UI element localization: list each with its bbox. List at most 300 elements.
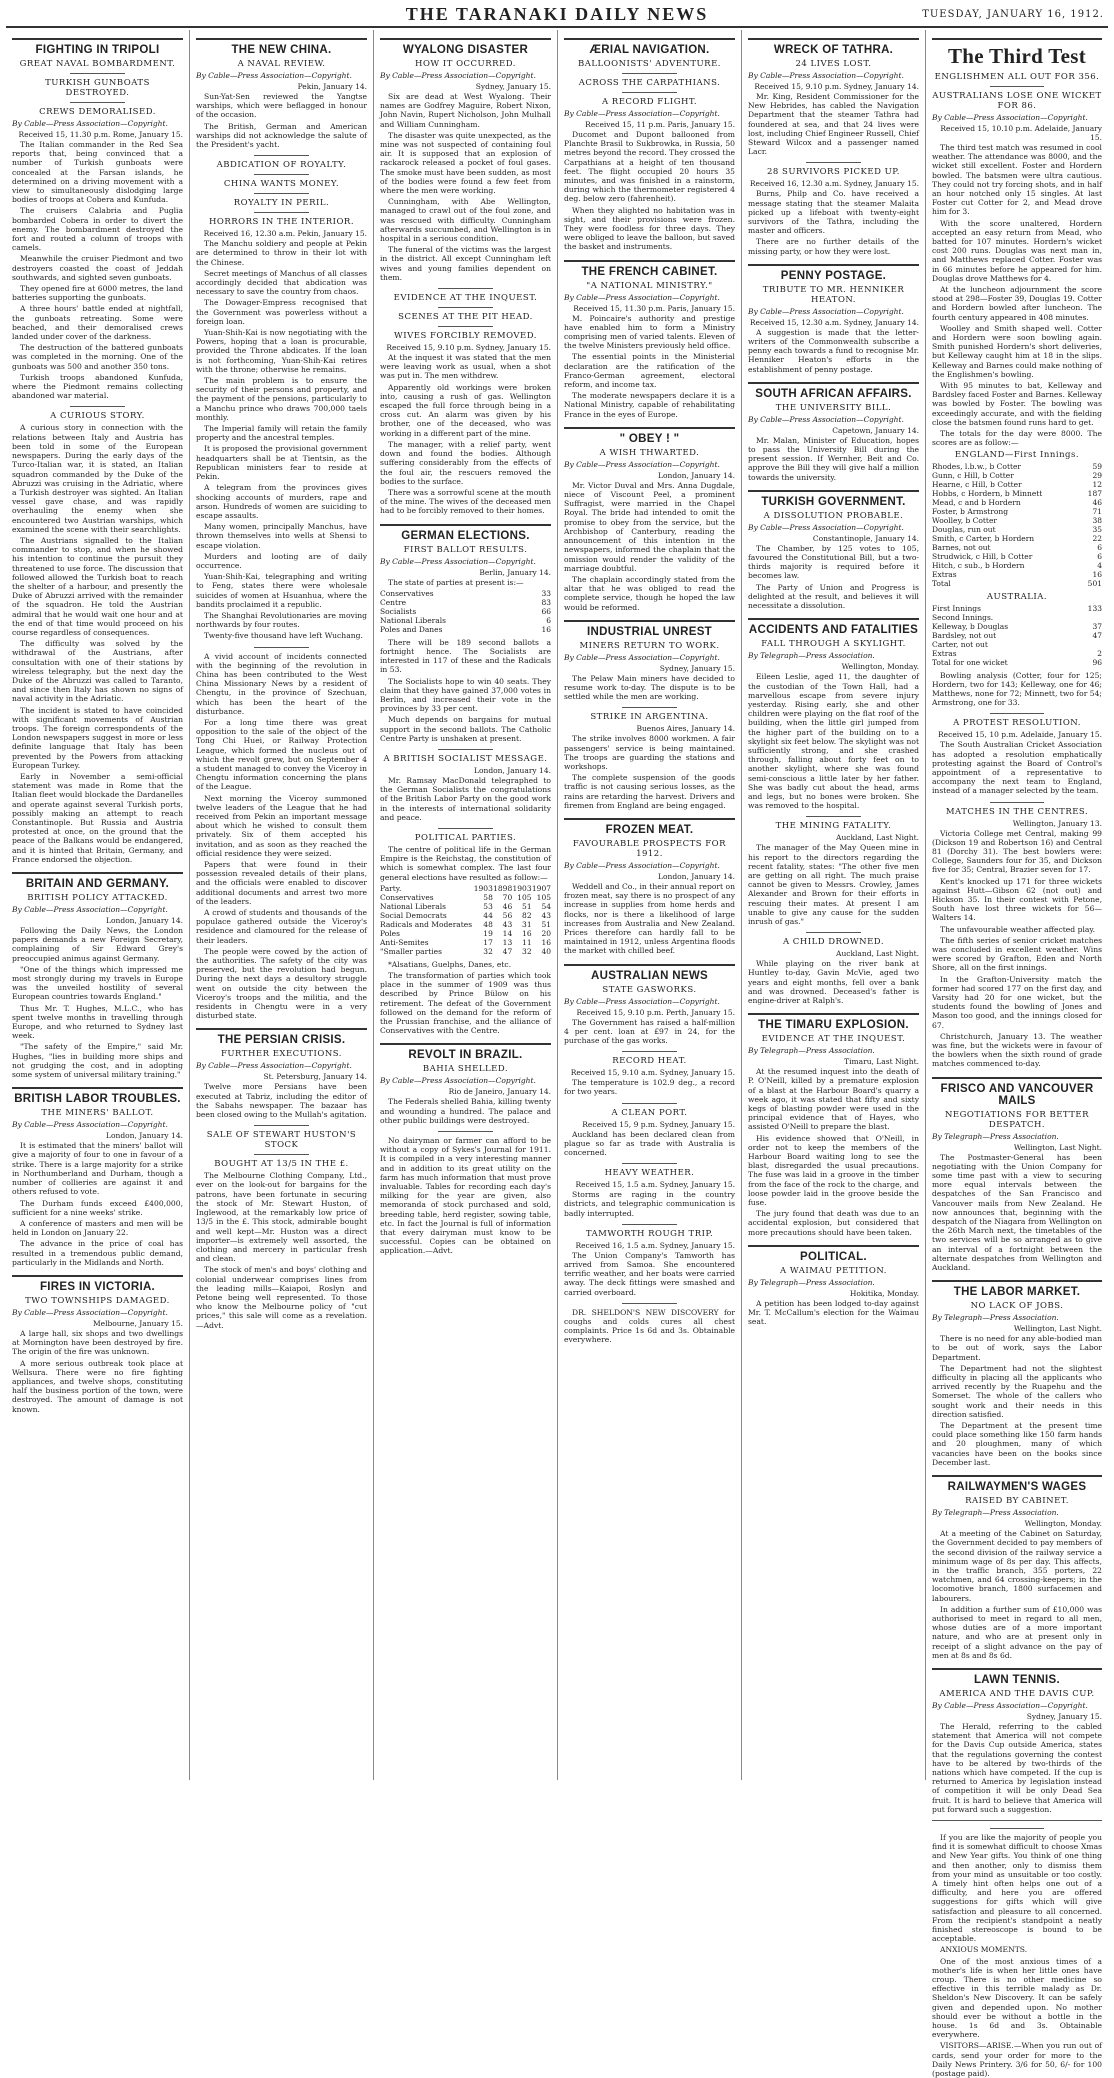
table-cell: 22 xyxy=(1092,533,1102,543)
article xyxy=(380,749,551,822)
byline: By Cable—Press Association—Copyright. xyxy=(748,522,904,532)
divider xyxy=(254,1125,309,1126)
article xyxy=(932,1475,1102,1660)
dateline: Wellington, Monday. xyxy=(1024,1519,1102,1529)
table-cell: 71 xyxy=(1092,506,1102,516)
column-rule xyxy=(748,38,919,40)
byline: By Telegraph—Press Association. xyxy=(748,1046,875,1056)
dateline: Melbourne, January 15. xyxy=(92,1318,183,1328)
divider xyxy=(438,326,493,327)
table-cell: Hobbs, c Hordern, b Minnett xyxy=(932,488,1043,498)
divider xyxy=(622,707,677,708)
paragraph: Ducomet and Dupont ballooned from Planchte Brasil to Sukbrowka, in Russia, 50 metres beyond the record. They crossed the Carpathians at a height of ten thousand feet. The flight occupied 20 hours 35 minutes, and was finished in a rainstorm, during which the thermometer registered 4 deg. below zero (fahrenheit). xyxy=(564,130,735,204)
article-headline: FROZEN MEAT. xyxy=(605,823,694,836)
article xyxy=(748,38,919,156)
column-rule xyxy=(380,38,551,40)
paragraph: The Manchu soldiery and people at Pekin are determined to throw in their lot with the Chinese. xyxy=(196,239,367,267)
table-cell: Gunn, c Hill, b Cotter xyxy=(932,470,1014,480)
paragraph: For a long time there was great opposition to the sale of the object of the Tong Chi Huei, or Railway Protection League, which formed the nucleus out of which the revolt grew, but on September 4 a student managed to convey the Viceroy in Chengtu information concerning the plans of the League. xyxy=(196,717,367,792)
table-cell: 1903 xyxy=(473,883,493,893)
paragraph: The South Australian Cricket Association has adopted a resolution emphatically protesting against the Board of Control's appointment of a representative to accompany the next team to England, instead of a manager selected by the team. xyxy=(932,740,1102,796)
table-heading: AUSTRALIA. xyxy=(986,591,1048,602)
dateline: Received 15, 9.10 p.m. Perth, January 15. xyxy=(576,1007,735,1017)
column-rule xyxy=(564,38,735,40)
dateline: Received 15, 11.30 p.m. Paris, January 15. xyxy=(573,303,735,313)
table-cell: 1898 xyxy=(493,883,513,893)
paragraph: DR. SHELDON'S NEW DISCOVERY for coughs and colds cures all chest complaints. Price 1s 6d and 3s. Obtainable everywhere. xyxy=(564,1307,735,1345)
article-subheading: GREAT NAVAL BOMBARDMENT. xyxy=(19,59,176,69)
table-cell: 51 xyxy=(522,901,532,911)
table-row xyxy=(932,498,1102,507)
article xyxy=(12,872,183,1079)
table-cell: 47 xyxy=(502,946,513,956)
article xyxy=(564,38,735,252)
article-subheading: POLITICAL PARTIES. xyxy=(414,832,517,843)
article-headline: WYALONG DISASTER xyxy=(402,44,529,56)
paragraph: Next morning the Viceroy summoned twelve leaders of the League that he had received from Pekin an important message about which he wished to consult them privately. Six of them accepted his invitation, and as soon as they reached the official residence they were seized. xyxy=(196,793,367,858)
byline: By Cable—Press Association—Copyright. xyxy=(12,1120,168,1130)
paragraph: The strike involves 8000 workmen. A fair passengers' service is being maintained. The troops are guarding the stations and workshops. xyxy=(564,734,735,771)
byline: By Cable—Press Association—Copyright. xyxy=(564,652,720,662)
dateline: Received 16, 12.30 a.m. Sydney, January 15. xyxy=(749,179,919,189)
paragraph: Sun-Yat-Sen reviewed the Yangtse warships, which were beflagged in honour of the occasion. xyxy=(196,92,367,120)
column-4 xyxy=(558,30,742,1780)
column-rule xyxy=(564,427,735,429)
paragraph: At the luncheon adjournment the score stood at 298—Foster 39, Douglas 19. Cotter and Hordern bowled after luncheon. The fourth century appeared in 408 minutes. xyxy=(932,285,1102,322)
divider xyxy=(438,307,493,308)
paragraph: Mr. Malan, Minister of Education, hopes to pass the University Bill during the present session. If Wernher, Beit and Co. approve the Bill they will give half a million towards the university. xyxy=(748,435,919,482)
paragraph: The British, German and American warships did not acknowledge the salute of the President's yacht. xyxy=(196,121,367,150)
dateline: Received 16, 1.5 a.m. Sydney, January 15. xyxy=(575,1240,735,1250)
table-cell: 13 xyxy=(502,937,513,947)
column-rule xyxy=(564,964,735,966)
table-row xyxy=(380,598,551,607)
article-subheading: STRIKE IN ARGENTINA. xyxy=(590,712,709,723)
byline: By Cable—Press Association—Copyright. xyxy=(564,860,720,870)
article-headline: PENNY POSTAGE. xyxy=(780,269,887,282)
paragraph: Victoria College met Central, making 99 (Dickson 19 and Robertson 16) and Central 81 (Dorchy 31). The best bowlers were: College, Saunders four for 35, and Dickson five for 35; Central, Brazier seven for 17. xyxy=(932,828,1102,875)
article-headline: " OBEY ! " xyxy=(619,432,680,445)
divider xyxy=(254,1154,309,1155)
table-cell: Extras xyxy=(932,569,957,579)
article-subheading: RAISED BY CABINET. xyxy=(965,1496,1069,1507)
column-rule xyxy=(932,1077,1102,1079)
article-subheading: NEGOTIATIONS FOR BETTER DESPATCH. xyxy=(944,1109,1090,1130)
divider xyxy=(990,86,1044,87)
table-cell: Poles and Danes xyxy=(380,624,443,634)
article xyxy=(380,828,551,1035)
divider xyxy=(438,828,493,829)
paragraph: There will be 189 second ballots a fortnight hence. The Socialists are interested in 117 of these and the Radicals in 53. xyxy=(380,637,551,675)
article-subheading: FIRST BALLOT RESULTS. xyxy=(403,544,528,555)
column-rule xyxy=(12,1275,183,1277)
article xyxy=(932,1077,1102,1273)
paragraph: Secret meetings of Manchus of all classes accordingly decided that abdication was necessary to save the country from chaos. xyxy=(196,268,367,297)
paragraph: Auckland has been declared clean from plague so far as trade with Australia is concerned. xyxy=(564,1129,735,1157)
table-cell: Strudwick, c Hill, b Cotter xyxy=(932,551,1033,561)
column-rule xyxy=(748,618,919,620)
divider xyxy=(70,406,125,407)
data-table xyxy=(932,604,1102,667)
article-subheading: WIVES FORCIBLY REMOVED. xyxy=(394,331,537,342)
article-subheading: ROYALTY IN PERIL. xyxy=(233,198,330,209)
byline: By Telegraph—Press Association. xyxy=(932,1508,1059,1518)
article-subheading: TURKISH GUNBOATS DESTROYED. xyxy=(45,78,150,98)
dateline: Received 15, 9 p.m. Sydney, January 15. xyxy=(582,1119,735,1129)
paragraph: The Chamber, by 125 votes to 105, favoured the Constitutional Bill, but a two-thirds majority is required before it becomes law. xyxy=(748,543,919,581)
article xyxy=(748,490,919,610)
paragraph: A conference of masters and men will be held in London on January 22. xyxy=(12,1218,183,1238)
data-table xyxy=(380,884,551,956)
paragraph: Eileen Leslie, aged 11, the daughter of the custodian of the Town Hall, had a marvellous escape from severe injury yesterday. Rising early, she and other children were playing on the flat roof of the building, when the little girl jumped from the higher part of the building on to a skylight six feet below. The skylight was not sufficiently strong, and she crashed through, falling about forty feet on to another skylight, where she was found semi-conscious a little later by her father. She was badly cut about the head, arms and legs, but no bones were broken. She was removed to the hospital. xyxy=(748,672,919,811)
divider xyxy=(622,73,677,74)
byline: By Cable—Press Association—Copyright. xyxy=(380,71,536,80)
table-row xyxy=(932,552,1102,561)
article-headline: THE FRENCH CABINET. xyxy=(581,265,718,278)
article xyxy=(380,1043,551,1125)
paragraph: Meanwhile the cruiser Piedmont and two destroyers coasted the coast of Jeddah southwards, and sighted seven gunboats. xyxy=(12,254,183,282)
article-headline: INDUSTRIAL UNREST xyxy=(586,625,712,638)
table-cell: 14 xyxy=(502,928,513,938)
table-cell: 17 xyxy=(483,937,493,947)
paragraph: The manager of the May Queen mine in his report to the directors regarding the recent fatality, states: "The other five men are getting on all right. The much praise cannot be given to Messrs. Crowley, James Alexander and Brown for their efforts in rescuing their mates. At present I am unable to give any cause for the sudden inrush of gas." xyxy=(748,843,919,926)
table-cell: 82 xyxy=(522,910,532,920)
table-row xyxy=(932,640,1102,649)
paragraph: It is estimated that the miners' ballot will give a majority of four to one in favour of a strike. There is a large majority for a strike in Northumberland and Durham, though a number of collieries are against it and others refused to vote. xyxy=(12,1141,183,1197)
table-cell: 48 xyxy=(483,919,493,929)
paragraph: The disaster was quite unexpected, as the mine was not suspected of containing foul air. It is supposed that an explosion of rackarock released a pocket of foul gases. The smoke must have been sudden, as most of the bodies were found a few feet from where the men were working. xyxy=(380,130,551,196)
dateline: Received 15, 10.10 p.m. Adelaide, January 15. xyxy=(940,124,1102,142)
article xyxy=(932,1820,1102,2078)
paragraph: If you are like the majority of people you find it is somewhat difficult to choose Xmas and New Year gifts. You think of one thing and then another, only to dismiss them from your mind as unsuitable or too costly. A timely hint often helps one out of a difficulty, and here you are offered suggestions for gifts which will give satisfaction and pleasure to all concerned. From the recipient's standpoint a neatly finished stereoscope is bound to be acceptable. xyxy=(932,1832,1102,1944)
article xyxy=(564,1303,735,1345)
article-headline: AUSTRALIAN NEWS xyxy=(591,969,708,982)
article-subheading: A DISSOLUTION PROBABLE. xyxy=(763,510,904,521)
article xyxy=(748,264,919,374)
dateline: Sydney, January 15. xyxy=(1026,1711,1102,1721)
article xyxy=(12,1275,183,1414)
table-row xyxy=(932,489,1102,498)
paragraph: His evidence showed that O'Neill, in order not to keep the members of the Harbour Board waiting long to see the blast, disregarded the usual precautions. The fuse was laid in a groove in the timber from the face of the rock to the charge, and loose powder laid in the groove beside the fuse. xyxy=(748,1133,919,1208)
article-subheading: HORRORS IN THE INTERIOR. xyxy=(208,217,355,228)
paragraph: The Durham funds exceed £400,000, sufficient for a nine weeks' strike. xyxy=(12,1198,183,1217)
paragraph: Mr. King, Resident Commissioner for the New Hebrides, has cabled the Navigation Department that the steamer Tathra had foundered at sea, and that 24 lives were lost, including Chief Engineer Russell, Chief Steward Wilcox and a passenger named Lacr. xyxy=(748,92,919,157)
paragraph: Much depends on bargains for mutual support in the second ballots. The Catholic Centre Party is unshaken at present. xyxy=(380,715,551,743)
table-row xyxy=(932,631,1102,640)
paragraph: The cruisers Calabria and Puglia bombarded Cobera in order to divert the enemy. The bombardment destroyed the fort and routed a column of troops with camels. xyxy=(12,206,183,253)
article-subheading: BOUGHT AT 13/5 IN THE £. xyxy=(214,1159,349,1170)
byline: By Cable—Press Association—Copyright. xyxy=(12,119,168,128)
table-cell: 29 xyxy=(1092,470,1102,480)
column-rule xyxy=(564,260,735,262)
divider xyxy=(438,749,493,750)
table-cell: 2 xyxy=(1097,648,1102,658)
divider xyxy=(806,932,861,933)
dateline: Sydney, January 15. xyxy=(659,663,735,673)
paragraph: Early in November a semi-official statement was made in Rome that the Italian fleet would blockade the Dardanelles and operate against several Turkish ports, possibly making an attempt to reach Constantinople. But Russia and Austria protested at once, on the ground that the peace of the Balkans would be endangered, and it is hinted that Britain, Germany, and France endorsed the objection. xyxy=(12,772,183,864)
dateline: Wellington, Last Night. xyxy=(1013,1324,1102,1334)
article xyxy=(196,1028,367,1119)
table-cell: 96 xyxy=(1092,657,1102,667)
paragraph: Woolley and Smith shaped well. Cotter and Hordern were soon bowling again. Smith punished Hordern's short deliveries, but Kelleway caught him at 18 in the slips. Kelleway and Barnes could make nothing of the Englishmen's bowling. xyxy=(932,323,1102,379)
paragraph: Storms are raging in the country districts, and telegraphic communication is badly interrupted. xyxy=(564,1190,735,1218)
paragraph: The third test match was resumed in cool weather. The attendance was 8000, and the wicket still excellent. Foster and Hordern bowled. The batsmen were ultra cautious. They could not try forcing shots, and in half an hour notched only 15 singles. At last Foster cut Cotter for 2, and Mead drove him for 3. xyxy=(932,143,1102,217)
table-row xyxy=(932,480,1102,489)
table-cell: Social Democrats xyxy=(380,910,447,920)
column-rule xyxy=(564,620,735,622)
table-cell: Smith, c Carter, b Hordern xyxy=(932,533,1035,543)
table-cell: 133 xyxy=(1087,603,1102,613)
article-headline: RAILWAYMEN'S WAGES xyxy=(947,1481,1087,1494)
article-headline: REVOLT IN BRAZIL. xyxy=(408,1049,523,1062)
paragraph: The Pelaw Main miners have decided to resume work to-day. The dispute is to be settled while the men are working. xyxy=(564,673,735,702)
paragraph: M. Poincaire's authority and prestige have enabled him to form a Ministry comprising men of varied talents. Eleven of the twelve Ministers previously held office. xyxy=(564,313,735,351)
paragraph: Bowling analysis (Cotter, four for 125; Hordern, two for 143; Kelleway, one for 46; Matthews, none for 72; Minnett, two for 54; Armstrong, one for 33. xyxy=(932,670,1102,708)
article xyxy=(748,1013,919,1237)
byline: By Cable—Press Association—Copyright. xyxy=(748,306,904,316)
table-cell: 1907 xyxy=(531,883,551,893)
paragraph: The moderate newspapers declare it is a National Ministry, capable of rehabilitating France in the eyes of Europe. xyxy=(564,391,735,419)
dateline: London, January 14. xyxy=(106,916,183,926)
paragraph: Kent's knocked up 171 for three wickets against Hutt—Gibson 62 (not out) and Hickson 35. In their contest with Petone, South have lost three wickets for 56—Walters 14. xyxy=(932,876,1102,923)
article-subheading: CREWS DEMORALISED. xyxy=(39,107,156,117)
paragraph: The Imperial family will retain the family property and the ancestral temples. xyxy=(196,424,367,443)
paragraph: Papers that were found in their possession revealed details of their plans, and the officials were enabled to discover additional documents and arrest two more of the leaders. xyxy=(196,860,367,906)
article-headline: BRITAIN AND GERMANY. xyxy=(25,878,170,891)
article xyxy=(564,1163,735,1218)
table-cell: 51 xyxy=(541,919,551,929)
paragraph: A large hall, six shops and two dwellings at Mornington have been destroyed by fire. The origin of the fire was unknown. xyxy=(12,1328,183,1357)
divider xyxy=(990,713,1044,714)
paragraph: Many women, principally Manchus, have thrown themselves into wells at Shensi to escape violation. xyxy=(196,522,367,550)
paragraph: The temperature is 102.9 deg., a record for two years. xyxy=(564,1078,735,1097)
article-headline: POLITICAL. xyxy=(800,1250,867,1263)
column-rule xyxy=(196,38,367,40)
table-cell: 35 xyxy=(1092,524,1102,534)
paragraph: The essential points in the Ministerial declaration are the ratification of the Franco-German agreement, electoral reform, and income tax. xyxy=(564,352,735,390)
paragraph: Cunningham, with Abe Wellington, managed to crawl out of the foul zone, and was rescued with difficulty. Cunningham afterwards succumbed, and Wellington is in hospital in a serious condition. xyxy=(380,197,551,244)
paragraph: One of the most anxious times of a mother's life is when her little ones have croup. There is no other medicine so effective in this terrible malady as Dr. Sheldon's New Discovery. It can be safely given and depended upon. No mother should ever be without a bottle in the house. 1s 6d and 3s. Obtainable everywhere. xyxy=(932,1956,1102,2040)
article xyxy=(564,964,735,1046)
article xyxy=(196,1125,367,1329)
dateline: Auckland, Last Night. xyxy=(836,949,919,959)
paragraph: The main problem is to ensure the security of their persons and property, and the payment of the pensions, particularly to a Manchu prince who draws 700,000 taels monthly. xyxy=(196,376,367,422)
paragraph: The Party of Union and Progress is delighted at the result, and believes it will necessitate a dissolution. xyxy=(748,582,919,611)
divider xyxy=(622,1224,677,1225)
table-cell: 40 xyxy=(541,946,551,956)
table-row xyxy=(932,649,1102,658)
table-cell: 20 xyxy=(541,928,551,938)
table-row xyxy=(380,938,551,947)
dateline: Received 15, 1.5 a.m. Sydney, January 15. xyxy=(575,1180,735,1190)
column-rule xyxy=(748,1013,919,1015)
dateline: Wellington, January 13. xyxy=(1012,818,1102,828)
table-cell: 16 xyxy=(522,928,532,938)
table-cell: Centre xyxy=(380,597,407,607)
divider xyxy=(254,193,309,194)
article xyxy=(932,1668,1102,1814)
article-subheading: 28 SURVIVORS PICKED UP. xyxy=(767,167,900,178)
paragraph: With the score unaltered, Hordern accepted an easy return from Mead, who batted for 107 minutes. Hordern's wicket cost 200 runs. Douglas was next man in, and Matthews replaced Cotter. Foster was in 66 minutes before he appeared for him. Douglas drove Matthews for 4. xyxy=(932,218,1102,283)
table-cell: "Smaller parties xyxy=(380,946,442,956)
article-headline: TURKISH GOVERNMENT. xyxy=(761,495,906,508)
dateline: Berlin, January 14. xyxy=(479,567,551,577)
paragraph: The destruction of the battered gunboats was completed in the morning. One of the gunboats was 500 and another 350 tons. xyxy=(12,343,183,371)
table-cell: 11 xyxy=(522,937,532,947)
table-row xyxy=(932,471,1102,480)
article-subheading: TWO TOWNSHIPS DAMAGED. xyxy=(25,1295,170,1306)
table-row xyxy=(932,604,1102,613)
table-cell: 6 xyxy=(546,615,551,625)
newspaper-title: THE TARANAKI DAILY NEWS xyxy=(405,4,709,24)
article xyxy=(748,1245,919,1327)
table-cell: Conservatives xyxy=(380,892,434,902)
article-headline: FIRES IN VICTORIA. xyxy=(39,1280,156,1293)
byline: By Cable—Press Association—Copyright. xyxy=(196,71,352,80)
byline: By Telegraph—Press Association. xyxy=(932,1131,1059,1141)
article-headline: WRECK OF TATHRA. xyxy=(773,44,894,56)
article-subheading: ACROSS THE CARPATHIANS. xyxy=(578,78,721,88)
table-cell: Mead, c and b Hordern xyxy=(932,497,1021,507)
byline: By Cable—Press Association—Copyright. xyxy=(932,113,1088,122)
table-row xyxy=(932,516,1102,525)
paragraph: The Postmaster-General has been negotiating with the Union Company for some time past with a view to securing more equal intervals between the despatches of the San Francisco and Vancouver mails from New Zealand. He now announces that, beginning with the despatch of the Niagara from Wellington on the 26th March next, the timetables of the two services will be so arranged as to give an interval of a fortnight between the alternate despatches from Wellington and Auckland. xyxy=(932,1152,1102,1273)
article xyxy=(12,38,183,400)
article xyxy=(932,802,1102,1069)
article-headline: LAWN TENNIS. xyxy=(973,1673,1060,1686)
byline: By Telegraph—Press Association. xyxy=(932,1313,1059,1323)
table-cell: Socialists xyxy=(380,606,417,616)
article xyxy=(564,1103,735,1158)
divider xyxy=(622,92,677,93)
issue-date: TUESDAY, JANUARY 16, 1912. xyxy=(922,9,1104,20)
paragraph: Twelve more Persians have been executed at Tabriz, including the editor of the Sabahs newspaper. The bazaar has been closed owing to the Mullah's agitation. xyxy=(196,1082,367,1120)
paragraph: The difficulty was solved by the withdrawal of the Austrians, after consultation with one of their stations by wireless telegraphy, but the next day the Duke of the Abruzzi was called to Taranto, and since then Italy has shown no signs of naval activity in the Adriatic. xyxy=(12,639,183,704)
paragraph: The unfavourable weather affected play. xyxy=(940,924,1096,934)
article-subheading: MATCHES IN THE CENTRES. xyxy=(945,806,1089,817)
article-headline: SOUTH AFRICAN AFFAIRS. xyxy=(755,387,912,400)
dateline: Received 15, 9.10 p.m. Sydney, January 15. xyxy=(386,343,551,353)
table-cell: 46 xyxy=(1092,497,1102,507)
dateline: Buenos Aires, January 14. xyxy=(636,724,735,734)
paragraph: The manager, with a relief party, went down and found the bodies. Although suffering considerably from the effects of the foul air, the rescuers removed the bodies to the surface. xyxy=(380,439,551,486)
divider xyxy=(438,1131,493,1132)
table-cell: Anti-Semites xyxy=(380,937,429,947)
paragraph: A crowd of students and thousands of the populace gathered outside the Viceroy's residence and clamoured for the release of their leaders. xyxy=(196,908,367,945)
paragraph: No dairyman or farmer can afford to be without a copy of Sykes's Journal for 1911. It is compiled in a very interesting manner and in addition to its great utility on the farm has much information that must prove invaluable. Tables for recording each day's milking for the year are given, also memoranda of stock purchased and sold, breeding table, herd register, sowing table, etc. In fact the Journal is full of information that every dairyman must know to be successful. Copies can be obtained on application.—Advt. xyxy=(380,1136,551,1256)
table-cell: Total xyxy=(932,578,951,588)
table-cell: 66 xyxy=(541,606,551,616)
article-subheading: THE MINING FATALITY. xyxy=(775,821,892,832)
table-cell: 4 xyxy=(1097,560,1102,570)
table-cell: 56 xyxy=(502,910,513,920)
divider xyxy=(70,102,125,103)
article-subheading: "A NATIONAL MINISTRY." xyxy=(586,280,713,291)
table-cell: 43 xyxy=(541,910,551,920)
column-6 xyxy=(926,30,1108,2078)
dateline: Received 15, 10 p.m. Adelaide, January 15. xyxy=(938,730,1102,740)
dateline: London, January 14. xyxy=(658,470,735,480)
article xyxy=(748,382,919,482)
table-row xyxy=(380,920,551,929)
paragraph: There was a sorrowful scene at the mouth of the mine. The wives of the deceased men had to be forcibly removed to their homes. xyxy=(380,487,551,516)
table-cell: 44 xyxy=(483,910,493,920)
table-row xyxy=(932,613,1102,622)
paragraph: While playing on the river bank at Huntley to-day, Gavin McVie, aged two years and eight months, fell over a bank and was drowned. Deceased's father is engine-driver at Ralph's. xyxy=(748,959,919,1005)
article-headline: ÆRIAL NAVIGATION. xyxy=(589,44,710,56)
table-cell: Party. xyxy=(380,883,402,893)
column-rule xyxy=(748,490,919,492)
paragraph: Yuan-Shih-Kai, telegraphing and writing to Feng, states there were wholesale suicides of women at Hsuanhua, where the bandits proclaimed it a republic. xyxy=(196,572,367,609)
paragraph: The complete suspension of the goods traffic is not causing serious losses, as the rains are retarding the harvest. Drivers and firemen from England are being engaged. xyxy=(564,773,735,810)
paragraph: At a meeting of the Cabinet on Saturday, the Government decided to pay members of the second division of the railway service a minimum wage of 8s per day. This affects, in the traffic branch, 355 porters, 22 watchmen, and 64 crossing-keepers; in the locomotive branch, 1800 surfacemen and labourers. xyxy=(932,1529,1102,1603)
byline: By Cable—Press Association—Copyright. xyxy=(12,905,168,915)
table-row xyxy=(380,884,551,893)
paragraph: The transformation of parties which took place in the summer of 1909 was thus described by Prince Bülow on his retirement. The defeat of the Government followed on the demand for the reform of the Prussian franchise, and the alliance of Conservatives with the Centre. xyxy=(380,970,551,1036)
paragraph: They opened fire at 6000 metres, the land batteries supporting the gunboats. xyxy=(12,284,183,303)
paragraph: In the Grafton-University match the former had scored 177 on the first day, and Varsity had 20 for one wicket, but the students found the bowling of Jones and Mason too good, and the innings closed for 67. xyxy=(932,974,1102,1030)
dateline: Wellington, Monday. xyxy=(841,662,919,672)
table-cell: 38 xyxy=(1092,515,1102,525)
table-row xyxy=(380,616,551,625)
byline: By Cable—Press Association—Copyright. xyxy=(748,71,904,80)
table-row xyxy=(932,570,1102,579)
article-headline: THE LABOR MARKET. xyxy=(953,1286,1081,1299)
paragraph: When they alighted no habitation was in sight, and their provisions were frozen. They were foodless for three days. They were obliged to leave the balloon, but saved the basket and instruments. xyxy=(564,205,735,252)
table-cell xyxy=(1075,613,1102,622)
article-headline: THE NEW CHINA. xyxy=(231,44,332,56)
table-row xyxy=(380,902,551,911)
table-cell: Second Innings. xyxy=(932,612,994,622)
paragraph: The incident is stated to have coincided with significant movements of Austrian troops. The foreign correspondents of the London newspapers suggest in more or less definite language that Italy has been prevented by the Powers from attacking European Turkey. xyxy=(12,705,183,770)
article xyxy=(932,38,1102,707)
article-subheading: THE MINERS' BALLOT. xyxy=(41,1108,154,1119)
table-cell: Rhodes, l.b.w., b Cotter xyxy=(932,461,1021,471)
paragraph: Mr. Ramsay MacDonald telegraphed to the German Socialists the congratulations of the British Labor Party on the good work in the interests of international solidarity and peace. xyxy=(380,775,551,822)
paragraph: The Dowager-Empress recognised that the Government was powerless without a foreign loan. xyxy=(196,298,367,326)
column-rule xyxy=(748,382,919,384)
table-cell: First Innings xyxy=(932,603,981,613)
article-headline: GERMAN ELECTIONS. xyxy=(401,529,530,542)
paragraph: The Department had not the slightest difficulty in placing all the applicants who arrived recently by the Ruapehu and the Somerset. The whole of the callers who sought work and their needs in this direction satisfied. xyxy=(932,1363,1102,1419)
article-subheading: BALLOONISTS' ADVENTURE. xyxy=(578,59,721,69)
article-subheading: HEAVY WEATHER. xyxy=(604,1168,695,1179)
paragraph: The jury found that death was due to an accidental explosion, but considered that more precautions should have been taken. xyxy=(748,1209,919,1237)
article-headline: The Third Test xyxy=(947,44,1087,68)
paragraph: A three hours' battle ended at nightfall, the gunboats retreating. Some were beached, and their demoralised crews landed under cover of the darkness. xyxy=(12,304,183,342)
table-cell: 187 xyxy=(1087,488,1102,498)
table-cell: 16 xyxy=(541,624,551,634)
table-cell: 19 xyxy=(483,928,493,938)
paragraph: The Herald, referring to the cabled statement that America will not compete for the Davis Cup outside America, states that the regulations governing the contest have to be altered by two-thirds of the nations which have competed. If the cup is returned to America by legislation instead of competition it will be only Dead Sea fruit. It is hard to believe that America will put forward such a suggestion. xyxy=(932,1721,1102,1814)
paragraph: The Department at the present time could place something like 150 farm hands and 20 ploughmen, many of which vacancies have been on the books since December last. xyxy=(932,1421,1102,1467)
article-subheading: A CURIOUS STORY. xyxy=(50,411,145,422)
divider xyxy=(622,1303,677,1304)
article-subheading: A CHILD DROWNED. xyxy=(782,937,885,948)
article xyxy=(12,1087,183,1267)
byline: By Cable—Press Association—Copyright. xyxy=(564,459,720,469)
article-subheading: EVIDENCE AT THE INQUEST. xyxy=(761,1034,906,1045)
column-rule xyxy=(564,818,735,820)
paragraph: The chaplain accordingly stated from the altar that he was obliged to read the complete service, though he hoped the law would be reformed. xyxy=(564,574,735,612)
table-row xyxy=(932,622,1102,631)
table-cell: 33 xyxy=(541,588,551,598)
column-2 xyxy=(190,30,374,1780)
article-subheading: FALL THROUGH A SKYLIGHT. xyxy=(761,639,906,650)
divider xyxy=(254,647,309,648)
article-subheading: ENGLISHMEN ALL OUT FOR 356. xyxy=(934,72,1100,82)
table-cell: Conservatives xyxy=(380,588,434,598)
